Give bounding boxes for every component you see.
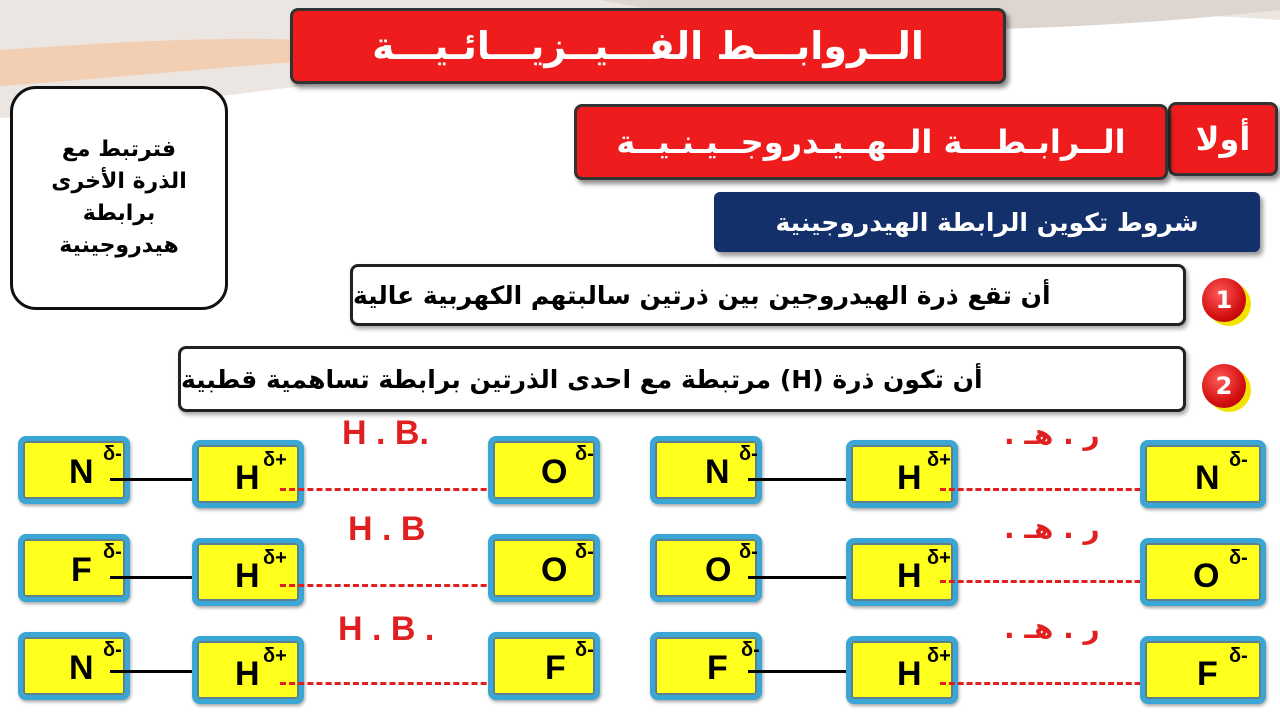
atom-box <box>1140 440 1266 508</box>
hbond-label-ar: ر . هـ . <box>1004 512 1100 545</box>
hbond-label-en: H . B. <box>342 414 429 452</box>
condition-2 <box>178 346 1186 412</box>
atom-symbol: F <box>545 649 566 687</box>
atom-box <box>18 436 130 504</box>
partial-charge: δ+ <box>263 547 287 569</box>
partial-charge: δ- <box>575 541 594 563</box>
atom-symbol: H <box>235 557 260 595</box>
atom-symbol: N <box>69 649 94 687</box>
atom-symbol: H <box>897 557 922 595</box>
conditions-heading-text: شروط تكوين الرابطة الهيدروجينية <box>775 207 1199 237</box>
atom-box <box>1140 538 1266 606</box>
atom-box <box>846 538 958 606</box>
partial-charge: δ- <box>1229 645 1248 667</box>
section-title-box <box>574 104 1168 180</box>
condition-1-text: أن تقع ذرة الهيدروجين بين ذرتين سالبتهم الكهربية عالية <box>353 280 1051 310</box>
atom-symbol: O <box>541 453 568 491</box>
section-number-box <box>1168 102 1278 176</box>
atom-symbol: O <box>705 551 732 589</box>
partial-charge: δ- <box>739 443 758 465</box>
partial-charge: δ- <box>1229 547 1248 569</box>
atom-box <box>18 534 130 602</box>
side-note-line: فترتبط مع <box>61 137 177 162</box>
atom-symbol: N <box>1195 459 1220 497</box>
partial-charge: δ+ <box>927 547 951 569</box>
partial-charge: δ+ <box>927 645 951 667</box>
side-note-line: هيدروجينية <box>59 233 179 258</box>
side-note-line: برابطة <box>82 201 156 226</box>
atom-box <box>18 632 130 700</box>
partial-charge: δ+ <box>263 449 287 471</box>
partial-charge: δ+ <box>263 645 287 667</box>
atom-symbol: H <box>235 655 260 693</box>
partial-charge: δ- <box>741 639 760 661</box>
hydrogen-bond-line <box>280 682 514 685</box>
atom-symbol: H <box>235 459 260 497</box>
atom-box <box>488 436 600 504</box>
partial-charge: δ- <box>1229 449 1248 471</box>
atom-symbol: O <box>1193 557 1220 595</box>
section-title: الــرابـطـــة الــهــيـدروجــيـنـيــة <box>616 123 1126 161</box>
atom-symbol: F <box>71 551 92 589</box>
hydrogen-bond-line <box>280 584 514 587</box>
hbond-label-ar: ر . هـ . <box>1004 612 1100 645</box>
hydrogen-bond-line <box>280 488 514 491</box>
page-title-text: الــروابـــط الفـــيــزيـــائـيـــة <box>372 24 924 68</box>
partial-charge: δ- <box>575 443 594 465</box>
partial-charge: δ- <box>103 541 122 563</box>
condition-1 <box>350 264 1186 326</box>
partial-charge: δ+ <box>927 449 951 471</box>
partial-charge: δ- <box>739 541 758 563</box>
side-note-line: الذرة الأخرى <box>51 169 187 194</box>
atom-box <box>846 440 958 508</box>
atom-symbol: F <box>707 649 728 687</box>
atom-box <box>192 440 304 508</box>
condition-2-text: أن تكون ذرة (H) مرتبطة مع احدى الذرتين برابطة تساهمية قطبية <box>181 364 983 394</box>
condition-2-number-badge: 2 <box>1202 364 1246 408</box>
atom-symbol: F <box>1197 655 1218 693</box>
partial-charge: δ- <box>103 443 122 465</box>
side-note <box>10 86 228 310</box>
atom-symbol: O <box>541 551 568 589</box>
hbond-label-en: H . B <box>348 510 426 548</box>
atom-box <box>650 436 762 504</box>
hbond-label-ar: ر . هـ . <box>1004 418 1100 451</box>
partial-charge: δ- <box>103 639 122 661</box>
atom-symbol: N <box>705 453 730 491</box>
atom-box <box>488 534 600 602</box>
atom-symbol: N <box>69 453 94 491</box>
condition-1-number-badge: 1 <box>1202 278 1246 322</box>
section-number: أولا <box>1195 120 1251 158</box>
atom-box <box>846 636 958 704</box>
partial-charge: δ- <box>575 639 594 661</box>
atom-box <box>650 632 762 700</box>
hbond-label-en: H . B . <box>338 610 435 648</box>
atom-box <box>192 636 304 704</box>
page-title <box>290 8 1006 84</box>
atom-symbol: H <box>897 459 922 497</box>
atom-box <box>488 632 600 700</box>
atom-box <box>192 538 304 606</box>
atom-box <box>650 534 762 602</box>
atom-symbol: H <box>897 655 922 693</box>
conditions-heading <box>714 192 1260 252</box>
atom-box <box>1140 636 1266 704</box>
